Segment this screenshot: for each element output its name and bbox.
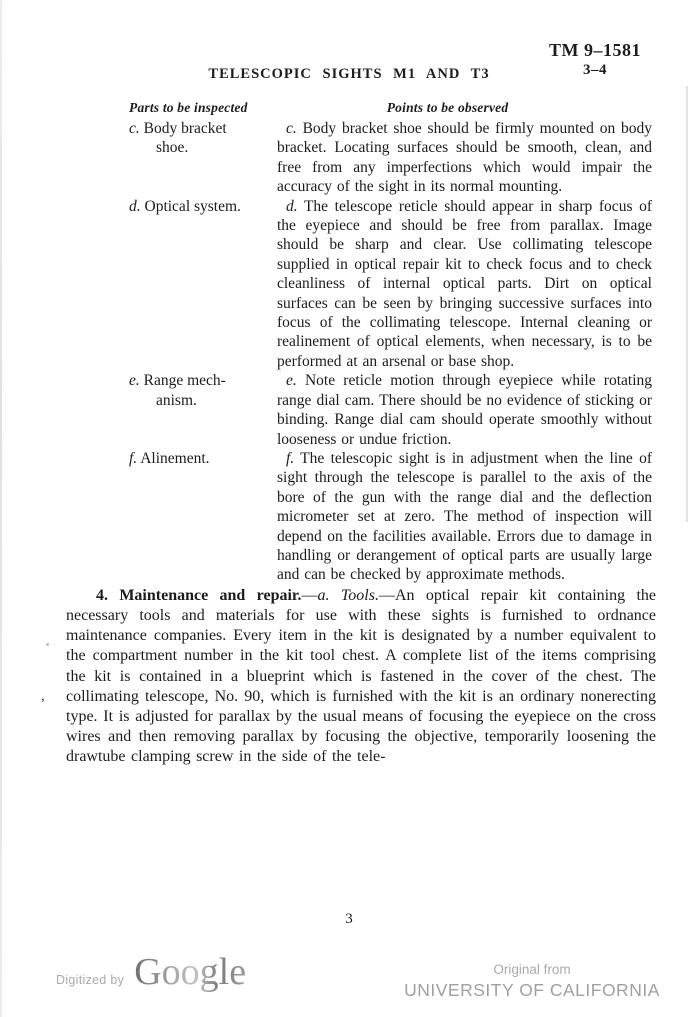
item-letter: f.	[286, 449, 295, 467]
part-label-continuation: shoe.	[156, 139, 189, 157]
parts-column-header: Parts to be inspected	[129, 100, 248, 115]
part-label: e. Range mech- anism.	[129, 371, 277, 410]
page-number: 3	[345, 911, 353, 927]
tm-number: TM 9–1581	[549, 40, 641, 60]
item-letter: d.	[129, 197, 141, 215]
item-letter: e.	[129, 372, 140, 390]
item-letter: d.	[286, 197, 298, 215]
item-letter: e.	[286, 372, 297, 390]
document-title: TELESCOPIC SIGHTS M1 AND T3	[208, 66, 490, 82]
google-logo: Google	[134, 951, 247, 993]
point-text: c. Body bracket shoe should be firmly mounted on body bracket. Locating surfaces should be smooth, clean, and free from any imperfections which would impair the accuracy of the sight in its normal mounting.	[277, 120, 652, 196]
inspection-row-f	[129, 449, 652, 585]
point-text: d. The telescope reticle should appear in sharp focus of the eyepiece and should be free from parallax. Image should be sharp and clear. Use collimating telescope supplied in optical repair kit to check focus and to check cleanliness of internal optical parts. Dirt on optical surfaces can be seen by bringing successive surfaces into focus of the collimating telescope. Internal cleaning or realinement of optical elements, when necessary, is to be performed at an arsenal or base shop.	[277, 197, 652, 370]
inspection-row-d	[129, 197, 652, 372]
scan-artifact-comma: ,	[41, 688, 45, 704]
scan-speck	[46, 643, 49, 646]
paragraph-heading: 4. Maintenance and repair.	[96, 586, 302, 604]
part-label: f. Alinement.	[129, 449, 210, 467]
inspection-table	[129, 100, 652, 585]
scan-edge-right	[686, 86, 688, 522]
part-label: d. Optical system.	[129, 197, 241, 215]
source-credit	[402, 962, 662, 1001]
points-column-header: Points to be observed	[386, 100, 509, 115]
item-letter: c.	[129, 120, 140, 137]
inspection-row-e	[129, 371, 652, 449]
column-headers	[129, 100, 652, 116]
item-letter: c.	[286, 120, 297, 137]
digitization-credit	[56, 950, 246, 994]
scan-edge-left	[0, 0, 2, 1017]
digitized-by-label: Digitized by	[56, 973, 125, 987]
institution-label: UNIVERSITY OF CALIFORNIA	[404, 980, 660, 1000]
part-label: c. Body bracket shoe.	[129, 119, 277, 158]
subsection-heading: a. Tools.	[317, 586, 379, 604]
part-label-continuation: anism.	[156, 391, 197, 409]
maintenance-and-repair-paragraph: 4. Maintenance and repair.—a. Tools.—An optical repair kit containing the necessary tools and materials for use with these sights is furnished to ordnance maintenance companies. Every item in the kit is designated by a number equivalent to the compartment number in the kit tool chest. A complete list of the items comprising the kit is contained in a blueprint which is fastened in the cover of the chest. The collimating telescope, No. 90, which is furnished with the kit is an ordinary nonerecting type. It is adjusted for parallax by the usual means of focusing the eyepiece on the cross wires and then removing parallax by focusing the objective, temporarily loosening the drawtube clamping screw in the side of the tele-	[66, 586, 656, 766]
item-letter: f.	[129, 449, 138, 467]
section-number: 3–4	[583, 62, 607, 78]
point-text: e. Note reticle motion through eyepiece while rotating range dial cam. There should be no evidence of sticking or binding. Range dial cam should operate smoothly without looseness or undue friction.	[277, 372, 652, 448]
page-header	[0, 0, 698, 100]
inspection-row-c	[129, 119, 652, 197]
original-from-label: Original from	[493, 962, 571, 977]
point-text: f. The telescopic sight is in adjustment when the line of sight through the telescope is parallel to the axis of the bore of the gun with the range dial and the deflection micrometer set at zero. The method of inspection will depend on the facilities available. Errors due to damage in handling or derangement of optical parts are usually large and can be checked by approximate methods.	[277, 449, 652, 584]
